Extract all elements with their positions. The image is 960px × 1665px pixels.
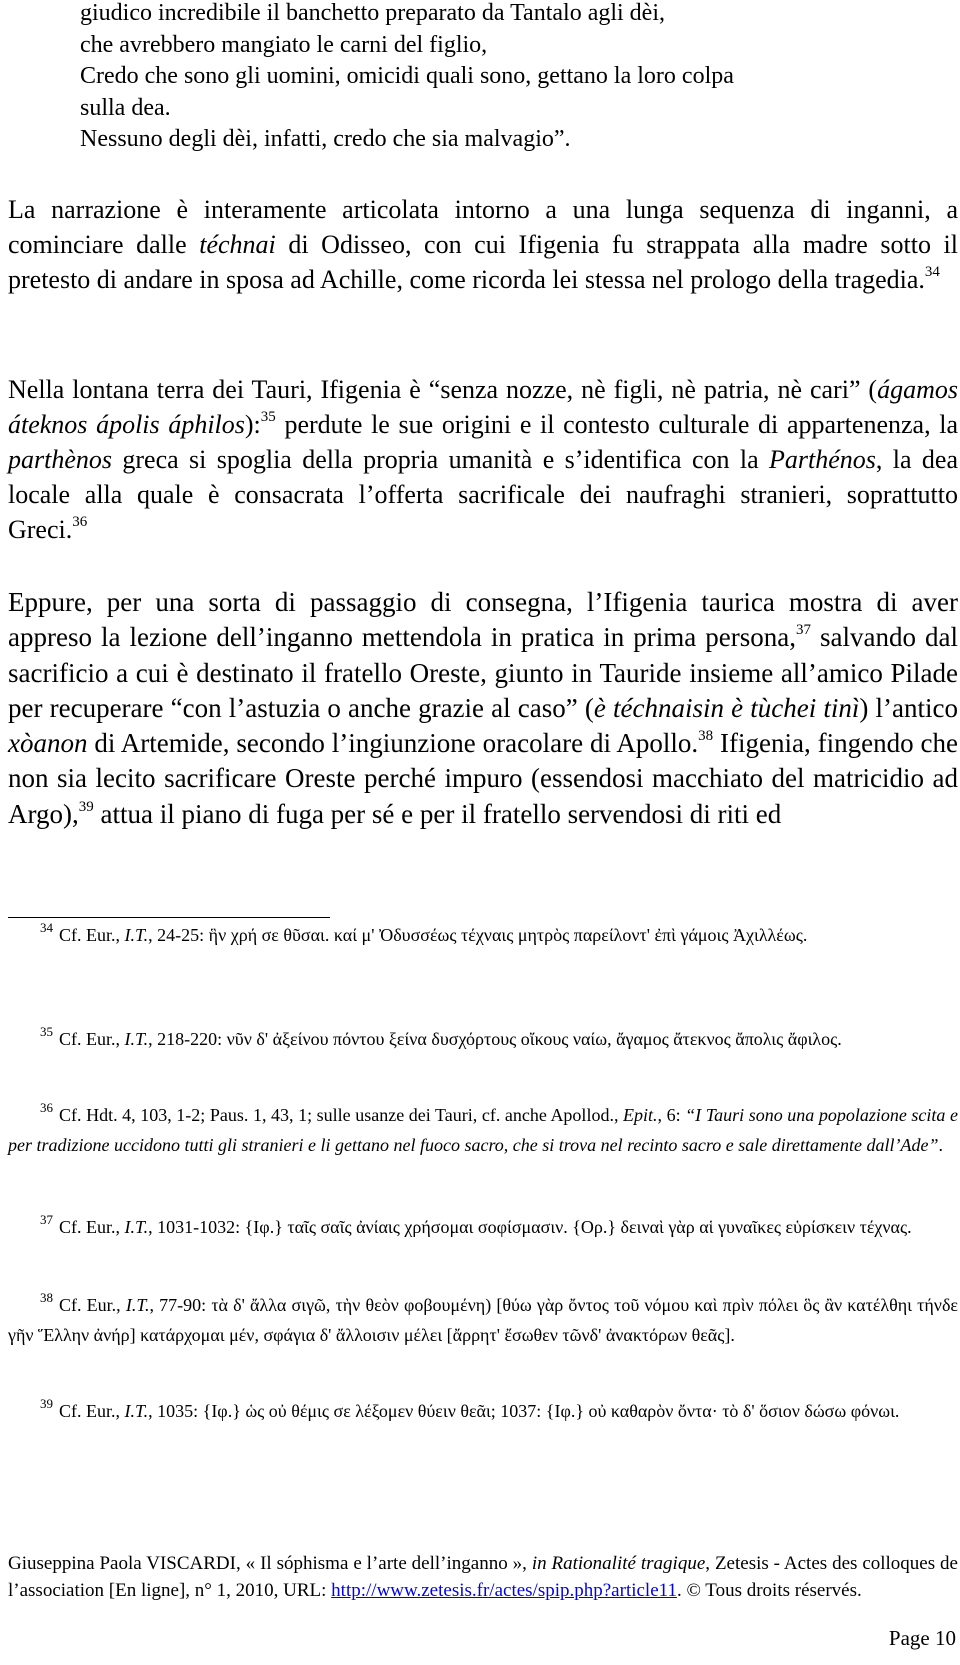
text-run: Cf. Eur.,	[59, 1295, 126, 1315]
text-run: , la dea locale alla quale è consacrata l’offerta sacrificale dei naufraghi stranieri, soprattutto Greci.	[8, 445, 958, 544]
footer-citation: Giuseppina Paola VISCARDI, « Il sóphisma e l’arte dell’inganno »,	[8, 1553, 532, 1574]
text-run: , 218-220: νῦν δ' ἀξείνου πόντου ξείνα δυσχόρτους οἴκους ναίω, ἄγαμος ἄτεκνος ἄπολις ἄφιλος.	[148, 1029, 842, 1049]
text-run: ):	[244, 410, 261, 439]
text-run: Cf. Eur.,	[59, 925, 125, 945]
text-run: Eppure, per una sorta di passaggio di consegna, l’Ifigenia taurica mostra di aver appreso la lezione dell’inganno mettendola in pratica in prima persona,	[8, 587, 958, 653]
footnote-37	[8, 1212, 958, 1242]
quote-line: Nessuno degli dèi, infatti, credo che sia malvagio”.	[80, 126, 571, 152]
text-run: Nella lontana terra dei Tauri, Ifigenia è “senza nozze, nè figli, nè patria, nè cari” (	[8, 375, 878, 404]
italic-term: Epit.	[623, 1105, 658, 1125]
text-run: , 1031-1032: {Ιφ.} ταῖς σαῖς ἀνίαις χρήσομαι σοφίσμασιν. {Ορ.} δειναὶ γὰρ αἱ γυναῖκες εὑρίσκειν τέχνας.	[148, 1217, 912, 1237]
footnote-number: 35	[40, 1024, 53, 1039]
text-run: greca si spoglia della propria umanità e s’identifica con la	[112, 445, 770, 474]
italic-term: I.T.	[124, 1217, 149, 1237]
text-run: .	[938, 1135, 944, 1155]
text-run: La narrazione è interamente articolata intorno a una lunga sequenza di inganni, a cominciare dalle	[8, 195, 958, 259]
footnote-number: 37	[40, 1212, 53, 1227]
italic-term: xòanon	[8, 728, 88, 759]
text-run: Ifigenia, fingendo che non sia lecito sacrificare Oreste perché impuro (essendosi macchiato del matricidio ad Argo),	[8, 728, 958, 829]
text-run: attua il piano di fuga per sé e per il fratello servendosi di riti ed	[93, 798, 782, 829]
quote-line: sulla dea.	[80, 94, 171, 121]
text-run: ) l’antico	[859, 692, 958, 723]
quote-line: Credo che sono gli uomini, omicidi quali sono, gettano la loro colpa	[80, 63, 734, 89]
block-quote	[80, 0, 940, 156]
quote-line: che avrebbero mangiato le carni del figlio,	[80, 31, 488, 58]
italic-term: I.T.	[124, 1401, 149, 1421]
footer-url-link[interactable]: http://www.zetesis.fr/actes/spip.php?article11	[331, 1580, 677, 1601]
italic-term: I.T.	[124, 925, 149, 945]
text-run: , 24-25: ἣν χρή σε θῦσαι. καί μ' Ὀδυσσέως τέχναις μητρὸς παρείλοντ' ἐπὶ γάμοις Ἀχιλλέως.	[148, 925, 808, 945]
footer-rights: . © Tous droits réservés.	[676, 1580, 862, 1601]
footnote-34	[8, 920, 958, 950]
italic-term: I.T.	[125, 1295, 150, 1315]
footnote-ref-39[interactable]: 39	[78, 798, 94, 815]
footnote-ref-38[interactable]: 38	[698, 728, 714, 745]
footnote-number: 36	[40, 1100, 53, 1115]
footnote-number: 39	[40, 1396, 53, 1411]
footnote-number: 34	[40, 920, 53, 935]
text-run: , 77-90: τὰ δ' ἄλλα σιγῶ, τὴν θεὸν φοβουμένη) [θύω γὰρ ὄντος τοῦ νόμου καὶ πρὶν πόλει ὃς ἂν κατέλθηι τήνδε γῆν Ἕλλην ἀνήρ] κατάρχομαι μέν, σφάγια δ' ἄλλοισιν μέλει [ἄρρητ' ἔσωθεν τῶνδ' ἀνακτόρων θεᾶς].	[8, 1295, 958, 1345]
quote-line: giudico incredibile il banchetto preparato da Tantalo agli dèi,	[80, 0, 665, 26]
italic-term: Parthénos	[769, 445, 876, 474]
footer-journal-title: in Rationalité tragique	[531, 1553, 706, 1574]
text-run: di Artemide, secondo l’ingiunzione oracolare di Apollo.	[87, 728, 699, 759]
text-run: salvando dal sacrificio a cui è destinato il fratello Oreste, giunto in Tauride insieme all’amico Pilade per recuperare “con l’astuzia o anche grazie al caso” (	[8, 622, 958, 723]
footnote-39	[8, 1396, 958, 1426]
italic-term: ágamos áteknos ápolis áphilos	[8, 375, 958, 439]
text-run: , 6:	[657, 1105, 686, 1125]
text-run: di Odisseo, con cui Ifigenia fu strappata alla madre sotto il pretesto di andare in sposa ad Achille, come ricorda lei stessa nel prologo della tragedia.	[8, 230, 958, 294]
footer-citation-cont: , Zetesis - Actes des colloques de l’association [En ligne], n° 1, 2010, URL:	[8, 1553, 958, 1601]
text-run: Cf. Hdt. 4, 103, 1-2; Paus. 1, 43, 1; sulle usanze dei Tauri, cf. anche Apollod.,	[59, 1105, 624, 1125]
paragraph-2	[8, 372, 958, 547]
italic-term: è téchnaisin è tùchei tinì	[593, 692, 860, 723]
footnote-ref-35[interactable]: 35	[260, 409, 276, 426]
text-run: Cf. Eur.,	[59, 1029, 125, 1049]
paragraph-1	[8, 192, 958, 297]
text-run: , 1035: {Ιφ.} ὡς οὐ θέμις σε λέξομεν θύειν θεᾶι; 1037: {Ιφ.} οὐ καθαρὸν ὄντα· τὸ δ' ὅσιον δώσω φόνωι.	[148, 1401, 900, 1421]
paragraph-3	[8, 585, 958, 832]
footnote-ref-36[interactable]: 36	[72, 514, 88, 531]
text-run: Cf. Eur.,	[59, 1401, 125, 1421]
footnote-separator	[8, 917, 330, 918]
italic-term: parthènos	[8, 445, 112, 474]
footnote-ref-34[interactable]: 34	[924, 264, 940, 281]
footnote-35	[8, 1024, 958, 1054]
italic-term: téchnai	[199, 230, 276, 259]
footnote-38	[8, 1290, 958, 1350]
footnote-36	[8, 1100, 958, 1160]
page-footer	[8, 1550, 958, 1604]
italic-quote: “I Tauri sono una popolazione scita e per tradizione uccidono tutti gli stranieri e li gettano nel fuoco sacro, che si trova nel recinto sacro e sale direttamente dall’Ade”	[8, 1105, 958, 1155]
footnote-number: 38	[40, 1290, 53, 1305]
text-run: Cf. Eur.,	[59, 1217, 125, 1237]
footnote-ref-37[interactable]: 37	[796, 622, 812, 639]
page-number: Page 10	[888, 1626, 956, 1650]
text-run: perdute le sue origini e il contesto culturale di appartenenza, la	[275, 410, 958, 439]
italic-term: I.T.	[124, 1029, 149, 1049]
